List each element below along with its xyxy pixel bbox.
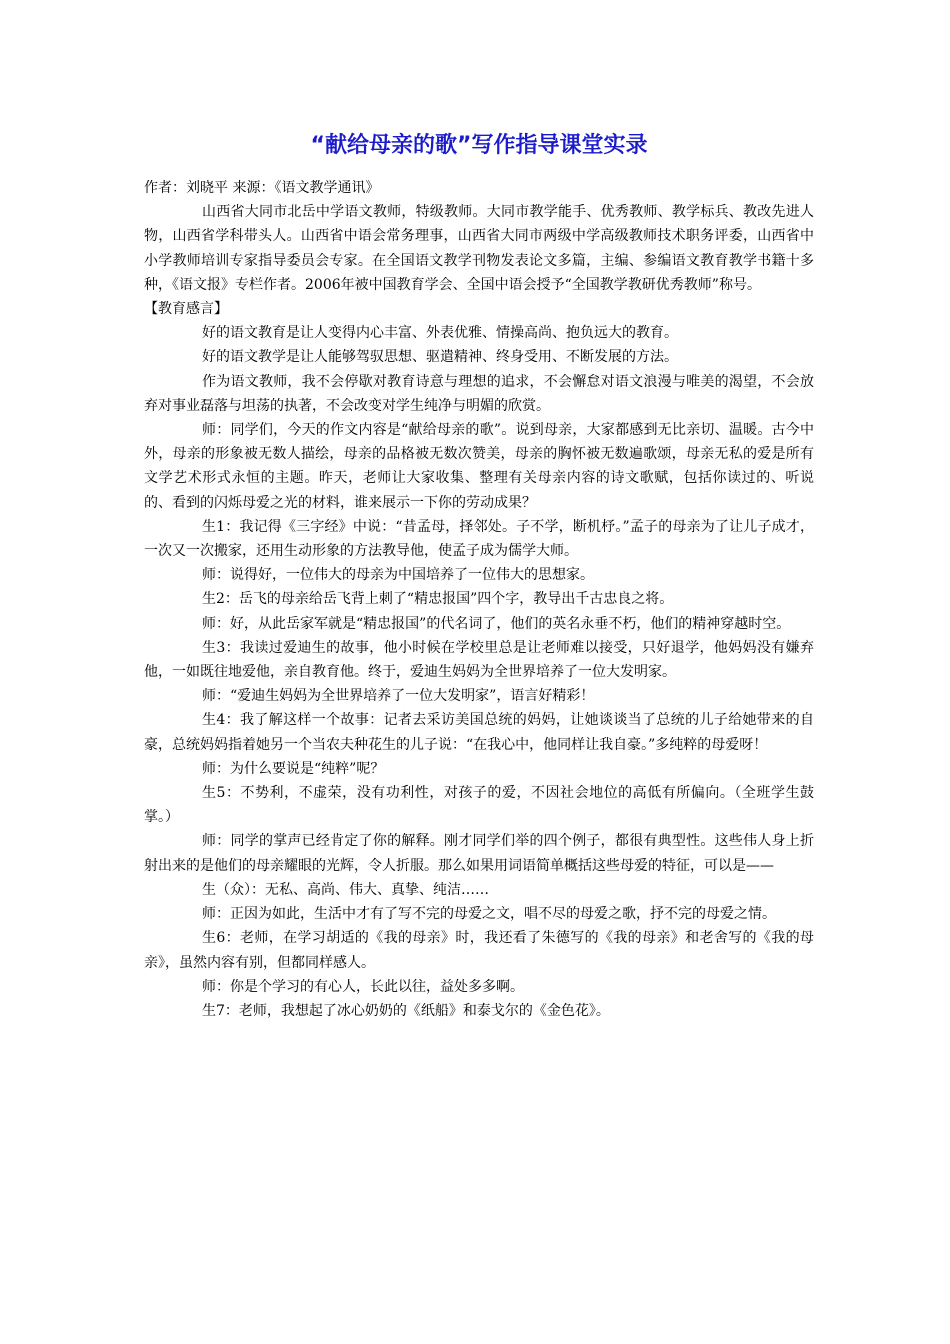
paragraph: 师：好，从此岳家军就是“精忠报国”的代名词了，他们的英名永垂不朽，他们的精神穿越时空。 [202, 615, 791, 632]
paragraph: 生（众）：无私、高尚、伟大、真挚、纯洁…… [202, 881, 489, 898]
document-title: “献给母亲的歌”写作指导课堂实录 [310, 133, 648, 158]
paragraph: 生1：我记得《三字经》中说：“昔孟母，择邻处。子不学，断机杼。”孟子的母亲为了让儿子成才，一次又一次搬家，还用生动形象的方法教导他，使孟子成为儒学大师。 [144, 518, 814, 560]
paragraph: 师：“爱迪生妈妈为全世界培养了一位大发明家”，语言好精彩！ [202, 688, 595, 705]
paragraph: 生5：不势利，不虚荣，没有功利性，对孩子的爱，不因社会地位的高低有所偏向。（全班学生鼓掌。） [144, 785, 814, 826]
paragraph: 生2：岳飞的母亲给岳飞背上刺了“精忠报国”四个字，教导出千古忠良之将。 [202, 591, 674, 608]
paragraph: 师：说得好，一位伟大的母亲为中国培养了一位伟大的思想家。 [202, 567, 594, 584]
paragraph: 师：同学的掌声已经肯定了你的解释。刚才同学们举的四个例子，都很有典型性。这些伟人身上折射出来的是他们的母亲耀眼的光辉，令人折服。那么如果用词语简单概括这些母爱的特征，可以是—— [144, 833, 814, 874]
paragraph: 好的语文教育是让人变得内心丰富、外表优雅、情操高尚、抱负远大的教育。 [202, 325, 678, 342]
paragraph: 师：为什么要说是“纯粹”呢？ [202, 760, 385, 777]
paragraph: 生7：老师，我想起了冰心奶奶的《纸船》和泰戈尔的《金色花》。 [202, 1002, 610, 1019]
paragraph: 师：正因为如此，生活中才有了写不完的母爱之文，唱不尽的母爱之歌，抒不完的母爱之情。 [202, 906, 776, 923]
byline: 作者：刘晓平 来源：《语文教学通讯》 [144, 180, 380, 196]
paragraph: 师：同学们，今天的作文内容是“献给母亲的歌”。说到母亲，大家都感到无比亲切、温暖。古今中外，母亲的形象被无数人描绘，母亲的品格被无数次赞美，母亲的胸怀被无数遍歌颂，母亲无私的爱是所有文学艺术形式永恒的主题。昨天，老师让大家收集、整理有关母亲内容的诗文歌赋，包括你读过的、听说的、看到的闪烁母爱之光的材料，谁来展示一下你的劳动成果？ [144, 422, 814, 511]
paragraph: 生3：我读过爱迪生的故事，他小时候在学校里总是让老师难以接受，只好退学，他妈妈没有嫌弃他，一如既往地爱他，亲自教育他。终于，爱迪生妈妈为全世界培养了一位大发明家。 [144, 639, 814, 681]
author-bio: 山西省大同市北岳中学语文教师，特级教师。大同市教学能手、优秀教师、教学标兵、教改先进人物，山西省学科带头人。山西省中语会常务理事，山西省大同市两级中学高级教师技术职务评委，山西省中小学教师培训专家指导委员会专家。在全国语文教学刊物发表论文多篇，主编、参编语文教育教学书籍十多种，《语文报》专栏作者。2006年被中国教育学会、全国中语会授予“全国教学教研优秀教师”称号。 [144, 204, 814, 293]
paragraph: 好的语文教学是让人能够驾驭思想、驱遣精神、终身受用、不断发展的方法。 [202, 349, 678, 366]
paragraph: 师：你是个学习的有心人，长此以往，益处多多啊。 [202, 978, 524, 995]
section-heading: 【教育感言】 [144, 301, 228, 318]
paragraph: 作为语文教师，我不会停歇对教育诗意与理想的追求，不会懈怠对语文浪漫与唯美的渴望，不会放弃对事业磊落与坦荡的执著，不会改变对学生纯净与明媚的欣赏。 [144, 373, 814, 414]
paragraph: 生6：老师，在学习胡适的《我的母亲》时，我还看了朱德写的《我的母亲》和老舍写的《我的母亲》，虽然内容有别，但都同样感人。 [144, 930, 814, 971]
document-page [144, 130, 814, 1023]
paragraph: 生4：我了解这样一个故事：记者去采访美国总统的妈妈，让她谈谈当了总统的儿子给她带来的自豪，总统妈妈指着她另一个当农夫种花生的儿子说：“在我心中，他同样让我自豪。”多纯粹的母爱呀！ [144, 712, 814, 753]
